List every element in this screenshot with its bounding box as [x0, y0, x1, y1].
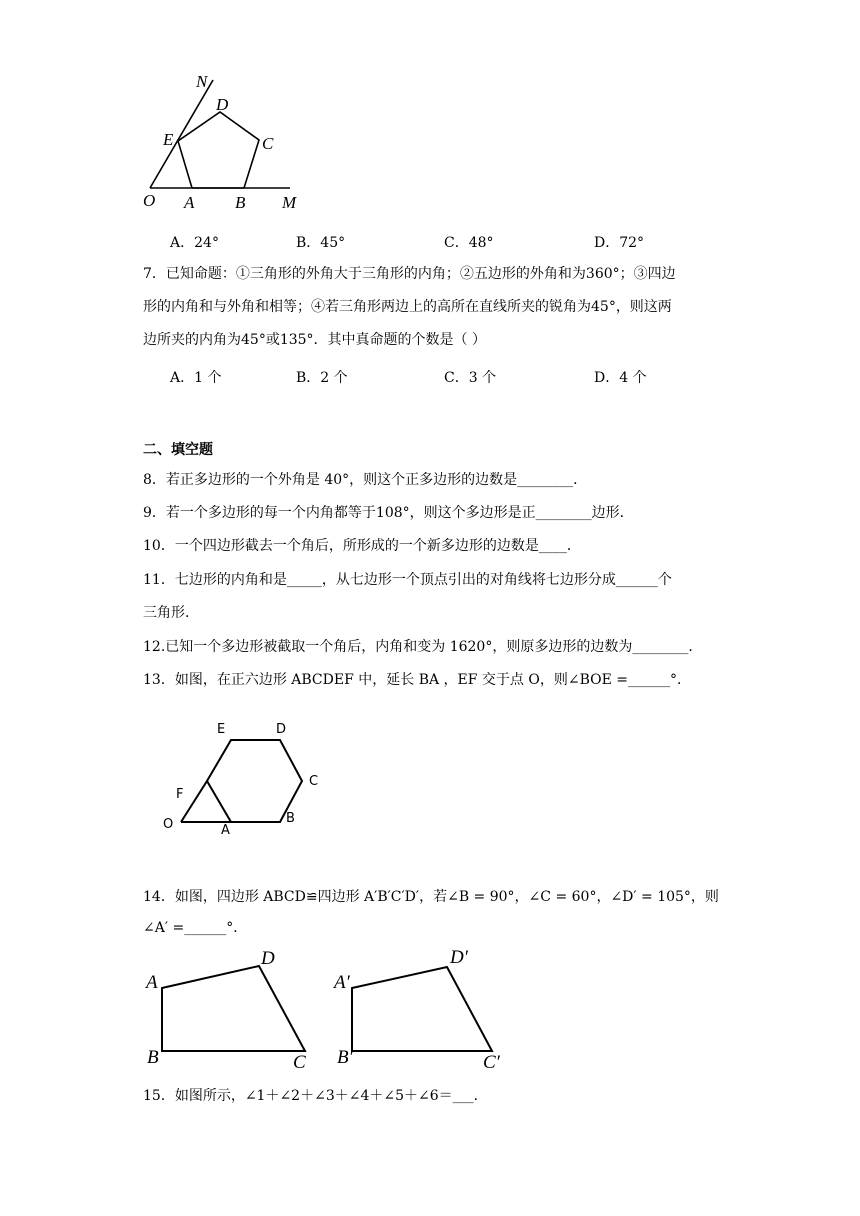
q6-option-c: C．48° — [444, 235, 494, 251]
q7-option-c: C．3 个 — [444, 370, 497, 386]
label-m: M — [282, 193, 297, 212]
label-b: B — [147, 1047, 159, 1068]
label-a: A — [221, 823, 230, 838]
q7-line-1: 7．已知命题：①三角形的外角大于三角形的内角；②五边形的外角和为360°；③四边 — [143, 266, 676, 282]
section-2-title: 二、填空题 — [143, 442, 213, 458]
label-a-prime: A′ — [334, 972, 350, 993]
q11-line-1: 11．七边形的内角和是_____，从七边形一个顶点引出的对角线将七边形分成______个 — [143, 572, 672, 588]
q14-line-1: 14．如图，四边形 ABCD≌四边形 A′B′C′D′，若∠B = 90°，∠C = 60°，∠D′ = 105°，则 — [143, 889, 719, 905]
label-e: E — [217, 722, 226, 737]
label-d: D — [216, 95, 229, 114]
q6-option-a: A．24° — [170, 235, 219, 251]
q7-line-3: 边所夹的内角为45°或135°．其中真命题的个数是（ ） — [143, 332, 486, 348]
question-8: 8．若正多边形的一个外角是 40°，则这个正多边形的边数是________． — [143, 472, 588, 488]
question-12: 12.已知一个多边形被截取一个角后，内角和变为 1620°，则原多边形的边数为________． — [143, 639, 703, 655]
q7-option-b: B．2 个 — [296, 370, 348, 386]
label-a: A — [146, 972, 158, 993]
label-o: O — [143, 191, 156, 210]
label-b: B — [235, 193, 246, 212]
label-f: F — [176, 787, 184, 802]
q7-line-2: 形的内角和与外角和相等；④若三角形两边上的高所在直线所夹的锐角为45°，则这两 — [143, 299, 672, 315]
question-13: 13．如图，在正六边形 ABCDEF 中，延长 BA ，EF 交于点 O，则∠BOE =______°． — [143, 672, 692, 688]
q6-option-b: B．45° — [296, 235, 346, 251]
label-d: D — [276, 722, 287, 737]
q14-line-2: ∠A′ =______°． — [143, 920, 248, 936]
label-c-prime: C′ — [483, 1052, 500, 1073]
q6-option-d: D．72° — [594, 235, 645, 251]
label-o: O — [163, 817, 174, 832]
label-e: E — [163, 130, 174, 149]
q11-line-2: 三角形． — [143, 605, 199, 621]
label-d-prime: D′ — [450, 947, 468, 968]
label-n: N — [196, 72, 208, 91]
label-d: D — [261, 948, 275, 969]
question-15: 15．如图所示，∠1＋∠2＋∠3＋∠4＋∠5＋∠6＝___． — [143, 1088, 488, 1104]
label-b: B — [286, 811, 295, 826]
label-c: C — [309, 774, 319, 789]
label-b-prime: B′ — [337, 1047, 353, 1068]
label-c: C — [293, 1052, 306, 1073]
q7-option-d: D．4 个 — [594, 370, 647, 386]
label-c: C — [262, 134, 274, 153]
question-10: 10．一个四边形截去一个角后，所形成的一个新多边形的边数是____． — [143, 538, 581, 554]
label-a: A — [184, 193, 195, 212]
q7-option-a: A．1 个 — [170, 370, 222, 386]
question-9: 9．若一个多边形的每一个内角都等于108°，则这个多边形是正________边形． — [143, 505, 634, 521]
